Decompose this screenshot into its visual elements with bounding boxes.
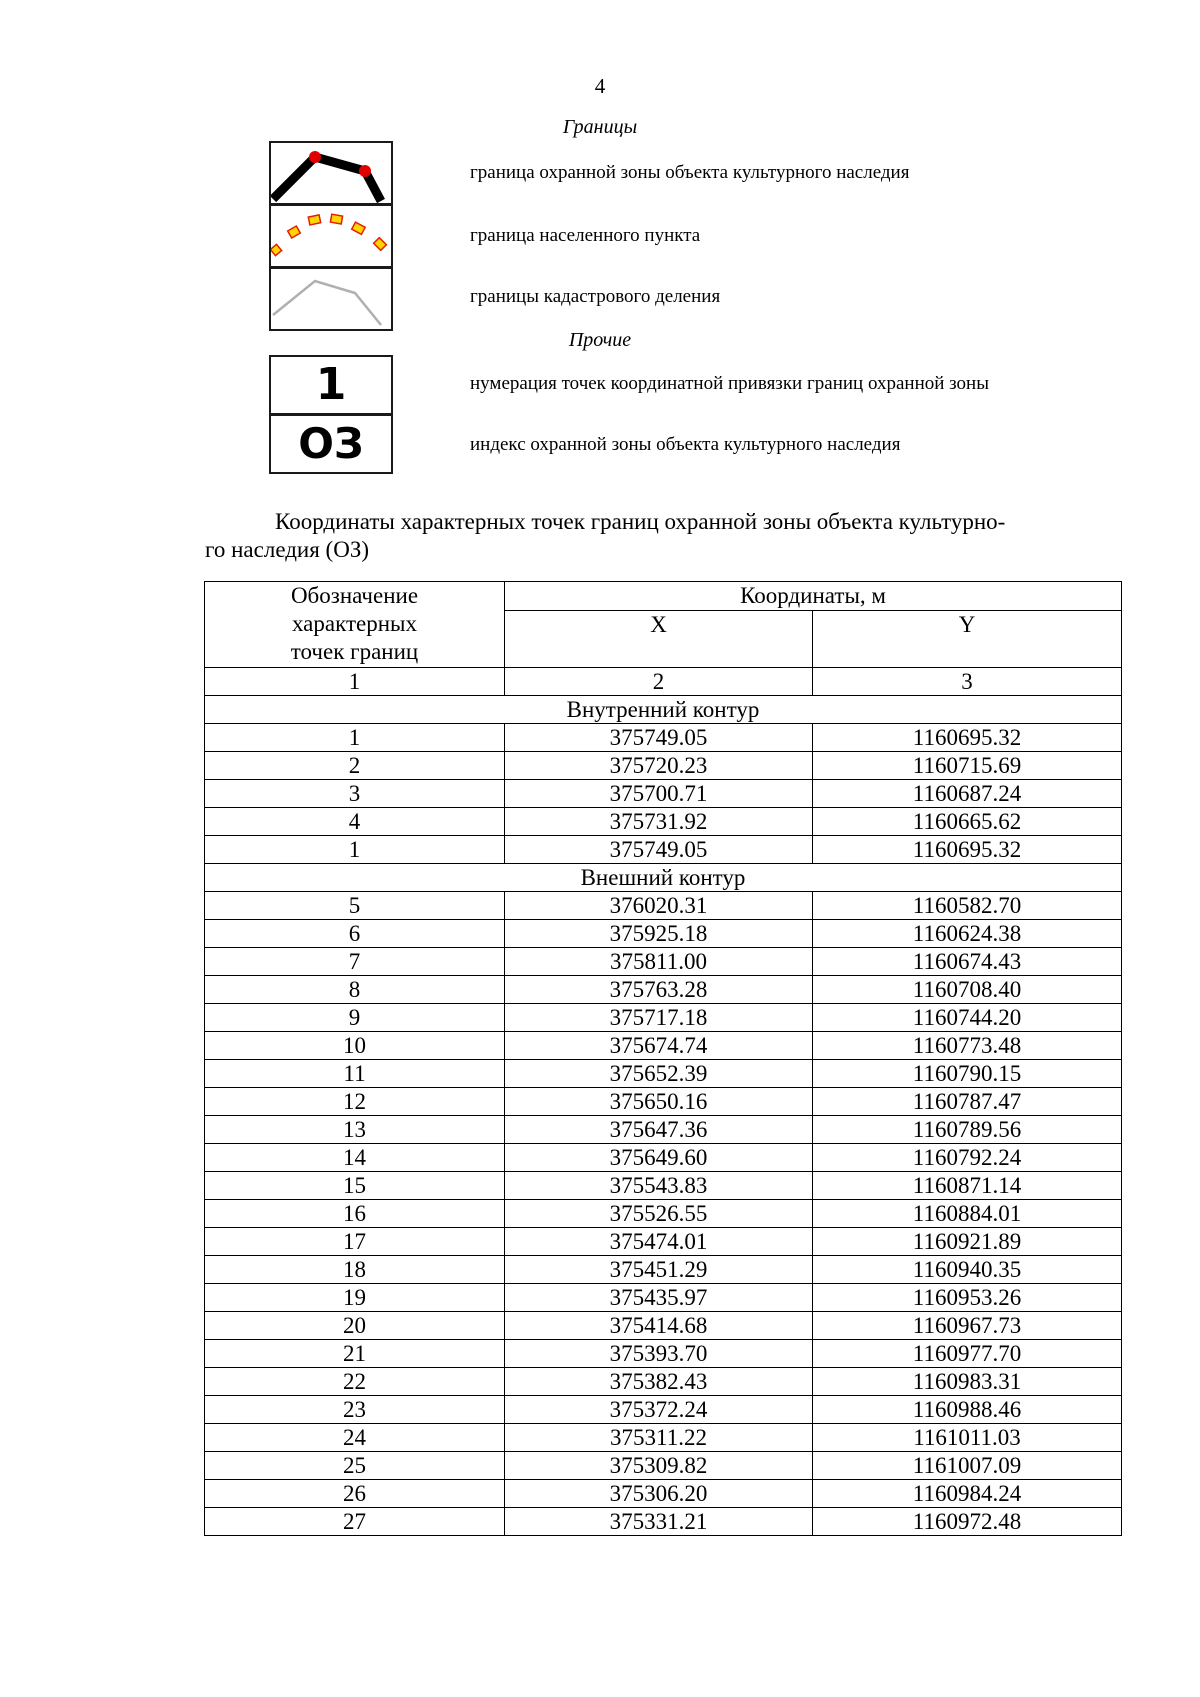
table-row xyxy=(205,892,1122,920)
table-heading xyxy=(205,508,1120,564)
y-coordinate-cell: 1160789.56 xyxy=(813,1116,1122,1144)
x-coordinate-cell: 375306.20 xyxy=(505,1480,813,1508)
legend-borders-title: Границы xyxy=(562,116,638,138)
x-coordinate-cell: 375749.05 xyxy=(505,724,813,752)
point-number-cell: 16 xyxy=(205,1200,505,1228)
point-number-cell: 13 xyxy=(205,1116,505,1144)
x-coordinate-cell: 375382.43 xyxy=(505,1368,813,1396)
point-number-cell: 14 xyxy=(205,1144,505,1172)
table-heading-line2: го наследия (ОЗ) xyxy=(205,537,370,562)
legend-other-title: Прочие xyxy=(568,329,632,351)
table-row xyxy=(205,1200,1122,1228)
point-number-cell: 4 xyxy=(205,808,505,836)
table-row xyxy=(205,1032,1122,1060)
page-number: 4 xyxy=(594,74,606,98)
y-coordinate-cell: 1160940.35 xyxy=(813,1256,1122,1284)
point-designation-header xyxy=(205,582,505,668)
section-row xyxy=(205,696,1122,724)
column-number-row xyxy=(205,668,1122,696)
point-number-cell: 1 xyxy=(205,724,505,752)
section-title: Внутренний контур xyxy=(205,696,1122,724)
point-number-cell: 19 xyxy=(205,1284,505,1312)
table-row xyxy=(205,1284,1122,1312)
y-coordinate-cell: 1160792.24 xyxy=(813,1144,1122,1172)
table-row xyxy=(205,1312,1122,1340)
y-coordinate-cell: 1160744.20 xyxy=(813,1004,1122,1032)
section-title: Внешний контур xyxy=(205,864,1122,892)
y-coordinate-cell: 1160695.32 xyxy=(813,724,1122,752)
point-number-cell: 21 xyxy=(205,1340,505,1368)
x-coordinate-cell: 375652.39 xyxy=(505,1060,813,1088)
x-coordinate-cell: 375543.83 xyxy=(505,1172,813,1200)
x-coordinate-cell: 375393.70 xyxy=(505,1340,813,1368)
table-row xyxy=(205,1340,1122,1368)
coordinates-header: Координаты, м xyxy=(505,582,1122,611)
y-coordinate-cell: 1160967.73 xyxy=(813,1312,1122,1340)
y-coordinate-cell: 1160972.48 xyxy=(813,1508,1122,1536)
legend-item-point-numbering: нумерация точек координатной привязки границ охранной зоны xyxy=(470,373,989,394)
x-coordinate-cell: 375526.55 xyxy=(505,1200,813,1228)
table-header-row xyxy=(205,582,1122,611)
table-row xyxy=(205,1256,1122,1284)
x-coordinate-cell: 375451.29 xyxy=(505,1256,813,1284)
y-coordinate-cell: 1160715.69 xyxy=(813,752,1122,780)
coordinates-table-body xyxy=(205,582,1122,1536)
point-number-cell: 12 xyxy=(205,1088,505,1116)
table-row xyxy=(205,780,1122,808)
y-coordinate-cell: 1160983.31 xyxy=(813,1368,1122,1396)
x-coordinate-cell: 375763.28 xyxy=(505,976,813,1004)
table-row xyxy=(205,1116,1122,1144)
table-row xyxy=(205,976,1122,1004)
table-row xyxy=(205,1508,1122,1536)
point-number-cell: 2 xyxy=(205,752,505,780)
table-row xyxy=(205,752,1122,780)
y-coordinate-cell: 1160582.70 xyxy=(813,892,1122,920)
y-coordinate-cell: 1160984.24 xyxy=(813,1480,1122,1508)
x-coordinate-cell: 375649.60 xyxy=(505,1144,813,1172)
x-coordinate-cell: 375414.68 xyxy=(505,1312,813,1340)
x-header: X xyxy=(505,611,813,668)
table-row xyxy=(205,724,1122,752)
point-number-cell: 1 xyxy=(205,836,505,864)
legend-item-heritage-zone-boundary: граница охранной зоны объекта культурного наследия xyxy=(470,162,910,183)
zone-index-symbol xyxy=(269,414,393,474)
column-number: 2 xyxy=(505,668,813,696)
point-number-symbol-text: 1 xyxy=(315,359,347,410)
heritage-zone-boundary-icon xyxy=(269,141,393,205)
table-row xyxy=(205,1172,1122,1200)
x-coordinate-cell: 376020.31 xyxy=(505,892,813,920)
y-coordinate-cell: 1160884.01 xyxy=(813,1200,1122,1228)
point-designation-header-line3: точек границ xyxy=(290,639,419,664)
y-coordinate-cell: 1160871.14 xyxy=(813,1172,1122,1200)
point-number-cell: 10 xyxy=(205,1032,505,1060)
x-coordinate-cell: 375811.00 xyxy=(505,948,813,976)
settlement-boundary-icon xyxy=(269,204,393,268)
point-designation-header-line1: Обозначение xyxy=(290,583,419,608)
table-row xyxy=(205,948,1122,976)
y-coordinate-cell: 1161007.09 xyxy=(813,1452,1122,1480)
point-number-cell: 5 xyxy=(205,892,505,920)
x-coordinate-cell: 375311.22 xyxy=(505,1424,813,1452)
point-number-cell: 8 xyxy=(205,976,505,1004)
point-number-cell: 9 xyxy=(205,1004,505,1032)
point-number-cell: 23 xyxy=(205,1396,505,1424)
coordinates-table xyxy=(204,581,1122,1536)
table-row xyxy=(205,1004,1122,1032)
x-coordinate-cell: 375674.74 xyxy=(505,1032,813,1060)
x-coordinate-cell: 375372.24 xyxy=(505,1396,813,1424)
y-coordinate-cell: 1160921.89 xyxy=(813,1228,1122,1256)
y-coordinate-cell: 1160790.15 xyxy=(813,1060,1122,1088)
point-number-cell: 7 xyxy=(205,948,505,976)
point-number-cell: 3 xyxy=(205,780,505,808)
x-coordinate-cell: 375720.23 xyxy=(505,752,813,780)
x-coordinate-cell: 375647.36 xyxy=(505,1116,813,1144)
y-coordinate-cell: 1160773.48 xyxy=(813,1032,1122,1060)
y-coordinate-cell: 1161011.03 xyxy=(813,1424,1122,1452)
y-coordinate-cell: 1160988.46 xyxy=(813,1396,1122,1424)
x-coordinate-cell: 375331.21 xyxy=(505,1508,813,1536)
table-row xyxy=(205,1424,1122,1452)
y-coordinate-cell: 1160977.70 xyxy=(813,1340,1122,1368)
x-coordinate-cell: 375700.71 xyxy=(505,780,813,808)
point-number-cell: 18 xyxy=(205,1256,505,1284)
table-row xyxy=(205,920,1122,948)
y-coordinate-cell: 1160708.40 xyxy=(813,976,1122,1004)
point-number-cell: 27 xyxy=(205,1508,505,1536)
point-number-cell: 11 xyxy=(205,1060,505,1088)
point-number-cell: 26 xyxy=(205,1480,505,1508)
cadastral-boundary-icon xyxy=(269,267,393,331)
point-designation-header-line2: характерных xyxy=(291,611,417,636)
y-header: Y xyxy=(813,611,1122,668)
legend-item-zone-index: индекс охранной зоны объекта культурного наследия xyxy=(470,434,901,455)
x-coordinate-cell: 375435.97 xyxy=(505,1284,813,1312)
point-number-symbol xyxy=(269,355,393,415)
table-row xyxy=(205,1144,1122,1172)
point-number-cell: 17 xyxy=(205,1228,505,1256)
point-number-cell: 25 xyxy=(205,1452,505,1480)
section-row xyxy=(205,864,1122,892)
zone-index-symbol-text: ОЗ xyxy=(298,419,364,468)
y-coordinate-cell: 1160665.62 xyxy=(813,808,1122,836)
table-row xyxy=(205,1396,1122,1424)
y-coordinate-cell: 1160787.47 xyxy=(813,1088,1122,1116)
point-number-cell: 22 xyxy=(205,1368,505,1396)
legend-item-settlement-boundary: граница населенного пункта xyxy=(470,225,701,246)
table-row xyxy=(205,1060,1122,1088)
x-coordinate-cell: 375749.05 xyxy=(505,836,813,864)
x-coordinate-cell: 375309.82 xyxy=(505,1452,813,1480)
table-row xyxy=(205,1480,1122,1508)
table-row xyxy=(205,1088,1122,1116)
x-coordinate-cell: 375717.18 xyxy=(505,1004,813,1032)
legend-item-cadastral-boundary: границы кадастрового деления xyxy=(470,286,721,307)
x-coordinate-cell: 375474.01 xyxy=(505,1228,813,1256)
x-coordinate-cell: 375731.92 xyxy=(505,808,813,836)
column-number: 1 xyxy=(205,668,505,696)
y-coordinate-cell: 1160624.38 xyxy=(813,920,1122,948)
point-number-cell: 6 xyxy=(205,920,505,948)
y-coordinate-cell: 1160695.32 xyxy=(813,836,1122,864)
y-coordinate-cell: 1160674.43 xyxy=(813,948,1122,976)
table-row xyxy=(205,808,1122,836)
x-coordinate-cell: 375650.16 xyxy=(505,1088,813,1116)
table-row xyxy=(205,1368,1122,1396)
point-number-cell: 24 xyxy=(205,1424,505,1452)
table-row xyxy=(205,836,1122,864)
table-row xyxy=(205,1228,1122,1256)
table-heading-line1: Координаты характерных точек границ охранной зоны объекта культурно- xyxy=(275,509,1006,534)
column-number: 3 xyxy=(813,668,1122,696)
point-number-cell: 20 xyxy=(205,1312,505,1340)
y-coordinate-cell: 1160687.24 xyxy=(813,780,1122,808)
y-coordinate-cell: 1160953.26 xyxy=(813,1284,1122,1312)
x-coordinate-cell: 375925.18 xyxy=(505,920,813,948)
table-row xyxy=(205,1452,1122,1480)
point-number-cell: 15 xyxy=(205,1172,505,1200)
